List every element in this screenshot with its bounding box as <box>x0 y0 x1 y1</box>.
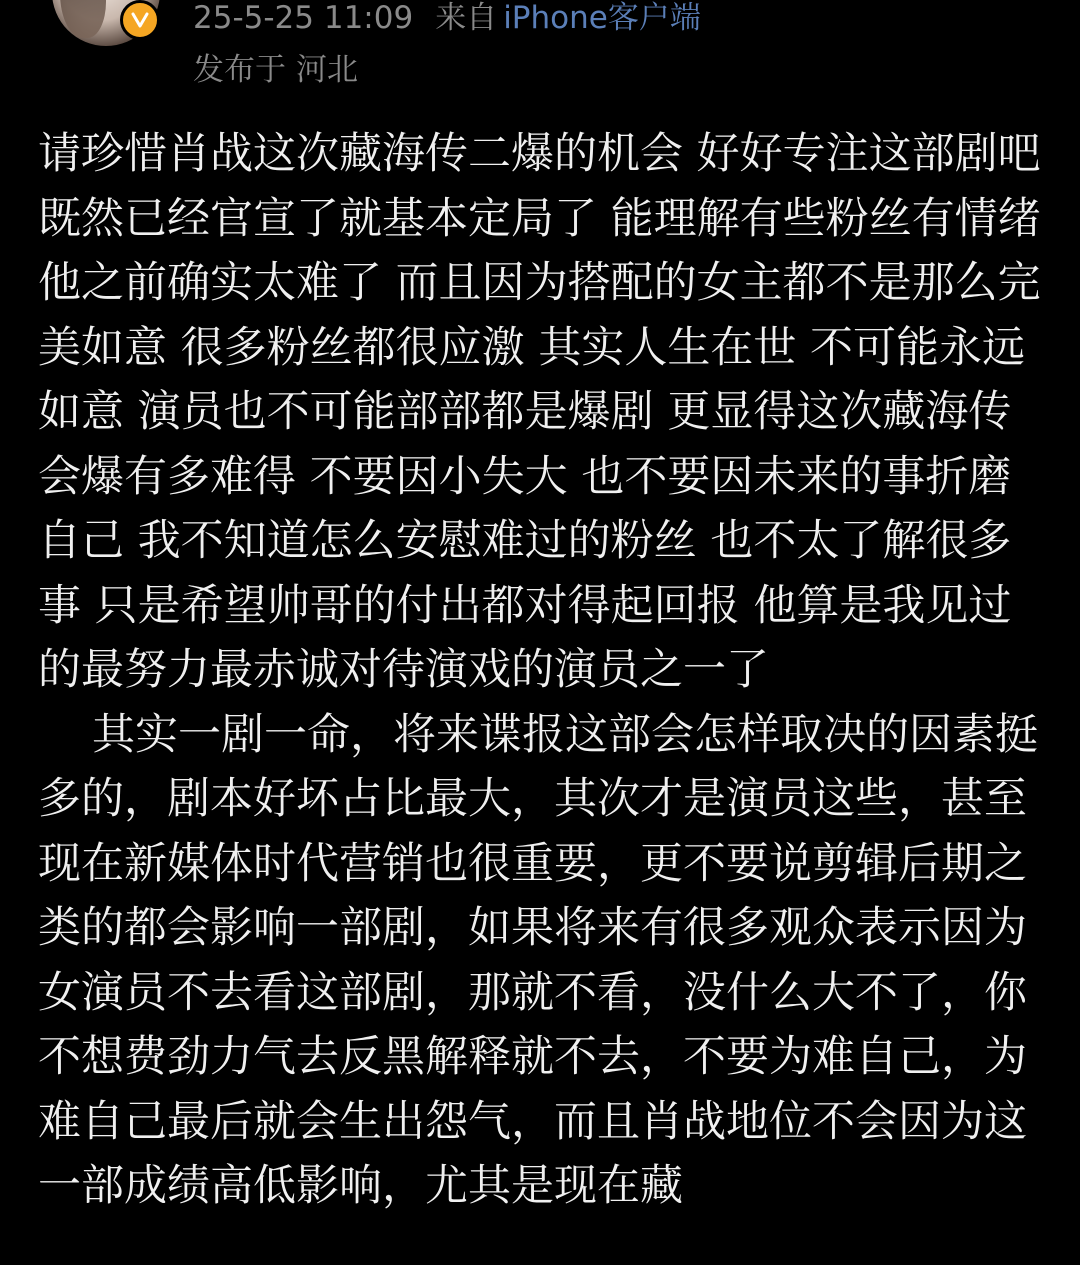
post-body <box>38 122 1055 1219</box>
avatar-hair-decoration <box>60 0 106 38</box>
post-paragraph: 请珍惜肖战这次藏海传二爆的机会 好好专注这部剧吧 既然已经官宣了就基本定局了 能理解有些粉丝有情绪 他之前确实太难了 而且因为搭配的女主都不是那么完美如意 很多粉丝都很应激 其实人生在世 不可能永远如意 演员也不可能部部都是爆剧 更显得这次藏海传会爆有多难得 不要因小失大 也不要因未来的事折磨自己 我不知道怎么安慰难过的粉丝 也不太了解很多事 只是希望帅哥的付出都对得起回报 他算是我见过的最努力最赤诚对待演戏的演员之一了 <box>38 129 1055 695</box>
verified-v-badge-icon <box>120 0 160 40</box>
post-meta <box>193 0 701 36</box>
location-label: 发布于 <box>193 52 286 88</box>
post-timestamp: 25-5-25 11:09 <box>193 0 414 36</box>
source-prefix: 来自 <box>435 0 498 36</box>
post-location <box>193 52 358 88</box>
post-header <box>0 0 1080 110</box>
post-paragraph: 其实一剧一命，将来谍报这部会怎样取决的因素挺多的，剧本好坏占比最大，其次才是演员这些，甚至现在新媒体时代营销也很重要，更不要说剪辑后期之类的都会影响一部剧，如果将来有很多观众表示因为女演员不去看这部剧，那就不看，没什么大不了，你不想费劲力气去反黑解释就不去，不要为难自己，为难自己最后就会生出怨气，而且肖战地位不会因为这一部成绩高低影响，尤其是现在藏 <box>38 709 1038 1211</box>
location-value: 河北 <box>296 52 358 88</box>
source-link[interactable]: iPhone客户端 <box>503 0 701 36</box>
